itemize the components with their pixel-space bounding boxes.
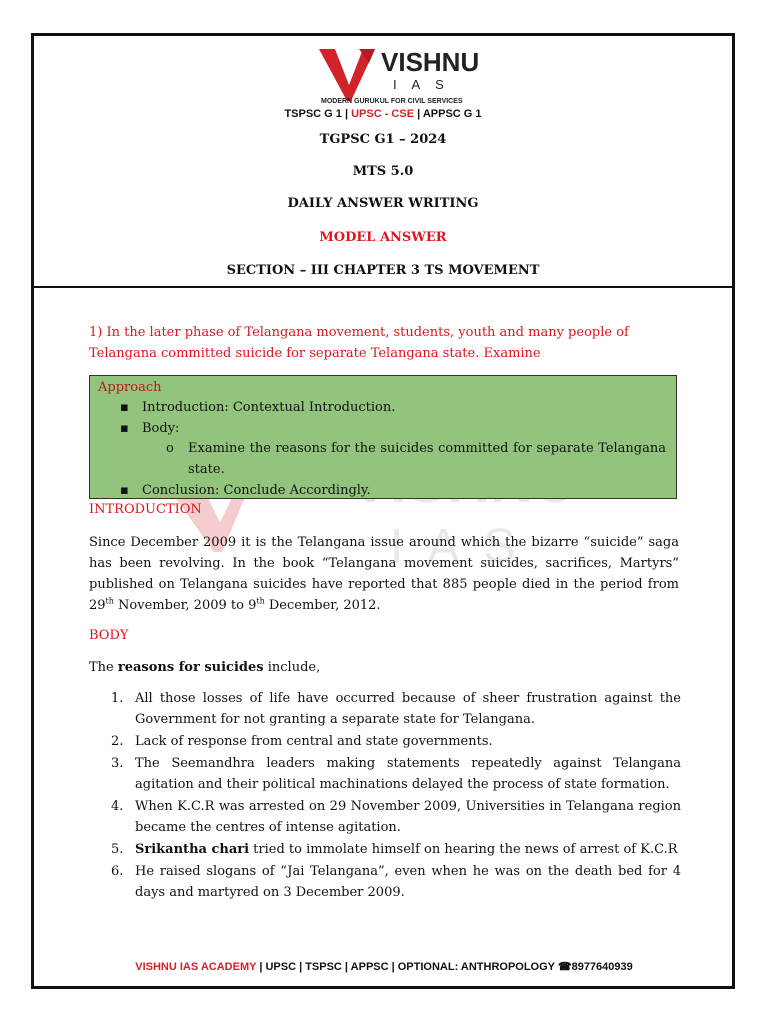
footer — [0, 960, 768, 973]
approach-item: ▪ Introduction: Contextual Introduction. — [120, 397, 395, 418]
footer-exams: | UPSC | TSPSC | APPSC | OPTIONAL: ANTHROPOLOGY — [256, 961, 558, 973]
body-heading: BODY — [89, 628, 129, 643]
list-item: 4. When K.C.R was arrested on 29 November 2009, Universities in Telangana region became the centres of intense agitation. — [111, 799, 681, 835]
logo-exams: TSPSC G 1 | UPSC - CSE | APPSC G 1 — [284, 108, 482, 120]
square-bullet-icon: ▪ — [120, 421, 129, 436]
logo-tagline: MODERN GURUKUL FOR CIVIL SERVICES — [321, 98, 463, 105]
body-lead: The reasons for suicides include, — [89, 660, 321, 675]
list-item: 2. Lack of response from central and state governments. — [111, 734, 493, 749]
logo-ias: I A S — [393, 77, 450, 92]
series-title: MTS 5.0 — [352, 164, 414, 179]
list-item: 6. He raised slogans of “Jai Telangana”, even when he was on the death bed for 4 days and martyred on 3 December 2009. — [111, 864, 681, 900]
phone-icon: ☎ — [557, 961, 572, 973]
header — [34, 36, 732, 288]
circle-bullet-icon: o — [166, 441, 174, 456]
logo-name: VISHNU — [381, 47, 480, 77]
question-text: 1) In the later phase of Telangana movement, students, youth and many people of Telangana committed suicide for separate Telangana state. Examine — [89, 325, 629, 361]
approach-box — [89, 375, 677, 499]
exam-title: TGPSC G1 – 2024 — [319, 132, 447, 147]
section-title: SECTION – III CHAPTER 3 TS MOVEMENT — [226, 263, 540, 278]
footer-academy: VISHNU IAS ACADEMY — [135, 961, 257, 973]
square-bullet-icon: ▪ — [120, 483, 129, 498]
list-item: 5. Srikantha chari tried to immolate himself on hearing the news of arrest of K.C.R — [111, 842, 678, 857]
approach-item: ▪ Body: — [120, 418, 179, 439]
introduction-text: Since December 2009 it is the Telangana issue around which the bizarre “suicide” saga has been revolving. In the book “Telangana movement suicides, sacrifices, Martyrs” published on Telangana suicides have reported that 885 people died in the period from 29th November, 2009 to 9th December, 2012. — [89, 535, 679, 613]
footer-phone: 8977640939 — [571, 961, 633, 973]
introduction-heading: INTRODUCTION — [89, 502, 202, 517]
approach-title: Approach — [98, 380, 162, 395]
square-bullet-icon: ▪ — [120, 400, 129, 415]
reasons-list — [89, 688, 681, 904]
approach-subitem: o Examine the reasons for the suicides committed for separate Telangana state. — [166, 438, 666, 480]
list-item: 1. All those losses of life have occurred because of sheer frustration against the Government for not granting a separate state for Telangana. — [111, 691, 681, 727]
list-item: 3. The Seemandhra leaders making statements repeatedly against Telangana agitation and their political machinations delayed the process of state formation. — [111, 756, 681, 792]
approach-item: ▪ Conclusion: Conclude Accordingly. — [120, 480, 371, 501]
daily-answer-title: DAILY ANSWER WRITING — [287, 196, 479, 211]
model-answer-title: MODEL ANSWER — [319, 230, 447, 245]
svg-text:IAS: IAS — [390, 520, 540, 572]
